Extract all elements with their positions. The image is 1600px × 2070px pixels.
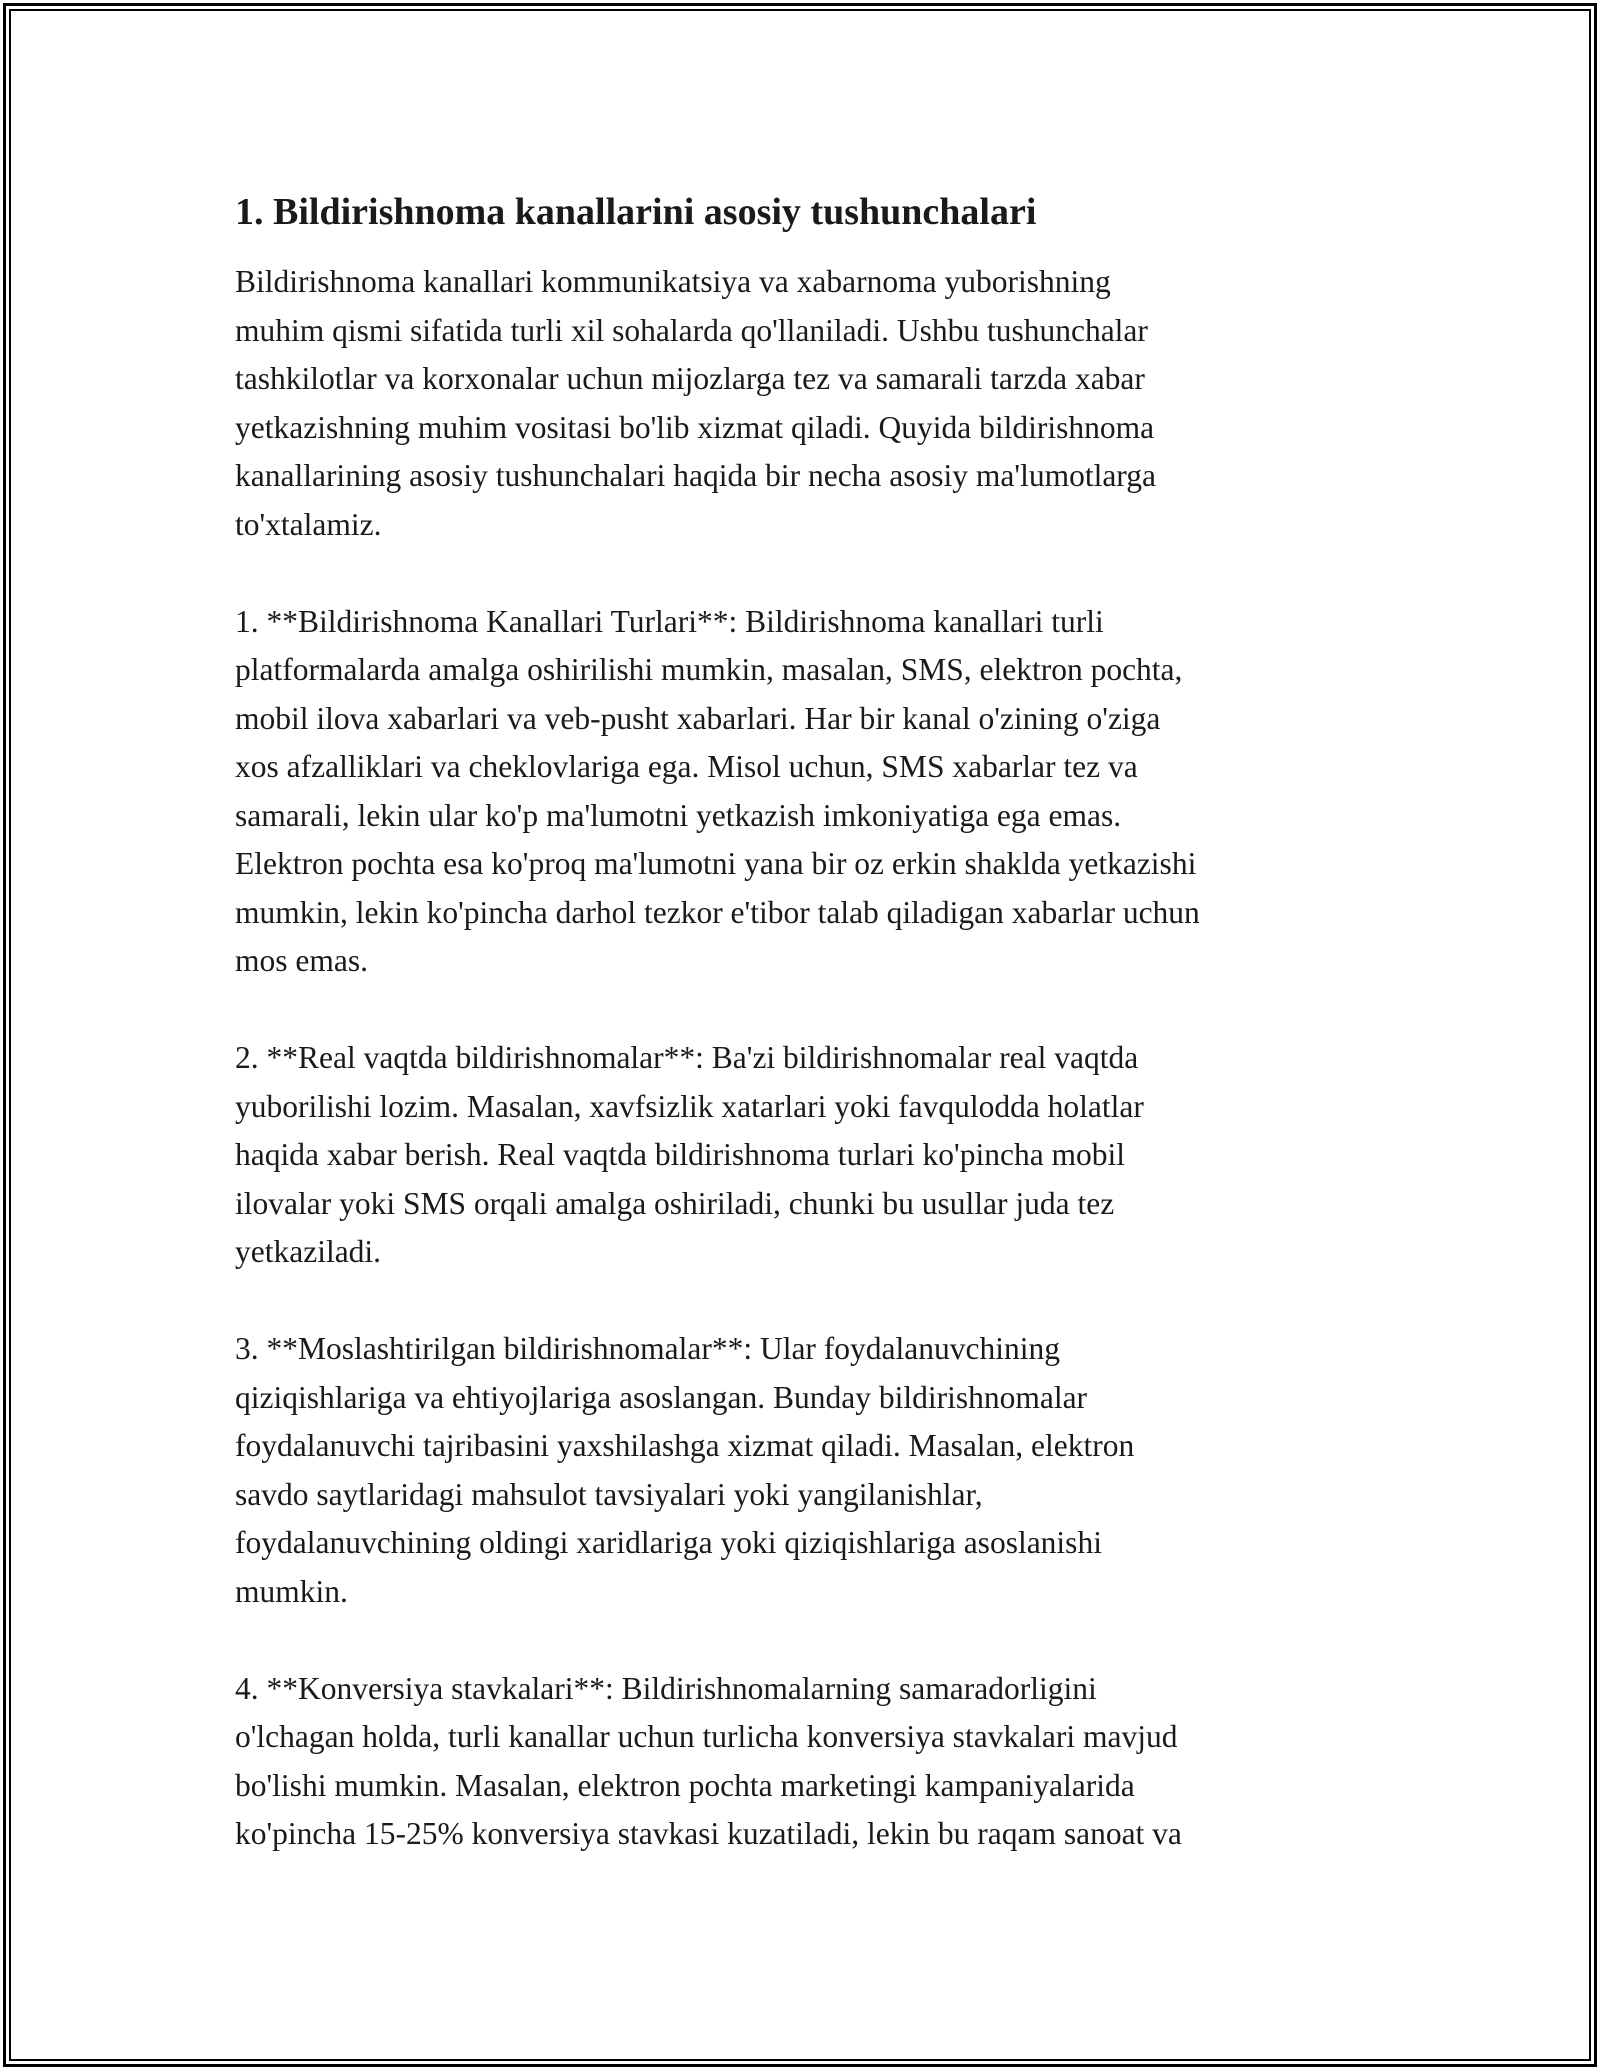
- document-body: [235, 186, 1365, 1859]
- section-heading: 1. Bildirishnoma kanallarini asosiy tushunchalari: [235, 191, 1037, 233]
- list-item-personalized-notifications: 3. **Moslashtirilgan bildirishnomalar**: Ular foydalanuvchining qiziqishlariga va ehtiyojlariga asoslangan. Bunday bildirishnomalar foydalanuvchi tajribasini yaxshilashga xizmat qiladi. Masalan, elektron savdo saytlaridagi mahsulot tavsiyalari yoki yangilanishlar, foydalanuvchining oldingi xaridlariga yoki qiziqishlariga asoslanishi mumkin.: [235, 1331, 1135, 1609]
- intro-paragraph: Bildirishnoma kanallari kommunikatsiya va xabarnoma yuborishning muhim qismi sifatida turli xil sohalarda qo'llaniladi. Ushbu tushunchalar tashkilotlar va korxonalar uchun mijozlarga tez va samarali tarzda xabar yetkazishning muhim vositasi bo'lib xizmat qiladi. Quyida bildirishnoma kanallarining asosiy tushunchalari haqida bir necha asosiy ma'lumotlarga to'xtalamiz.: [235, 264, 1156, 542]
- list-item-real-time-notifications: 2. **Real vaqtda bildirishnomalar**: Ba'zi bildirishnomalar real vaqtda yuborilishi lozim. Masalan, xavfsizlik xatarlari yoki favqulodda holatlar haqida xabar berish. Real vaqtda bildirishnoma turlari ko'pincha mobil ilovalar yoki SMS orqali amalga oshiriladi, chunki bu usullar juda tez yetkaziladi.: [235, 1040, 1144, 1269]
- list-item-notification-channel-types: 1. **Bildirishnoma Kanallari Turlari**: Bildirishnoma kanallari turli platformalarda amalga oshirilishi mumkin, masalan, SMS, elektron pochta, mobil ilova xabarlari va veb-pusht xabarlari. Har bir kanal o'zining o'ziga xos afzalliklari va cheklovlariga ega. Misol uchun, SMS xabarlar tez va samarali, lekin ular ko'p ma'lumotni yetkazish imkoniyatiga ega emas. Elektron pochta esa ko'proq ma'lumotni yana bir oz erkin shaklda yetkazishi mumkin, lekin ko'pincha darhol tezkor e'tibor talab qiladigan xabarlar uchun mos emas.: [235, 603, 1200, 978]
- list-item-conversion-rates: 4. **Konversiya stavkalari**: Bildirishnomalarning samaradorligini o'lchagan holda, turli kanallar uchun turlicha konversiya stavkalari mavjud bo'lishi mumkin. Masalan, elektron pochta marketingi kampaniyalarida ko'pincha 15-25% konversiya stavkasi kuzatiladi, lekin bu raqam sanoat va: [235, 1670, 1182, 1851]
